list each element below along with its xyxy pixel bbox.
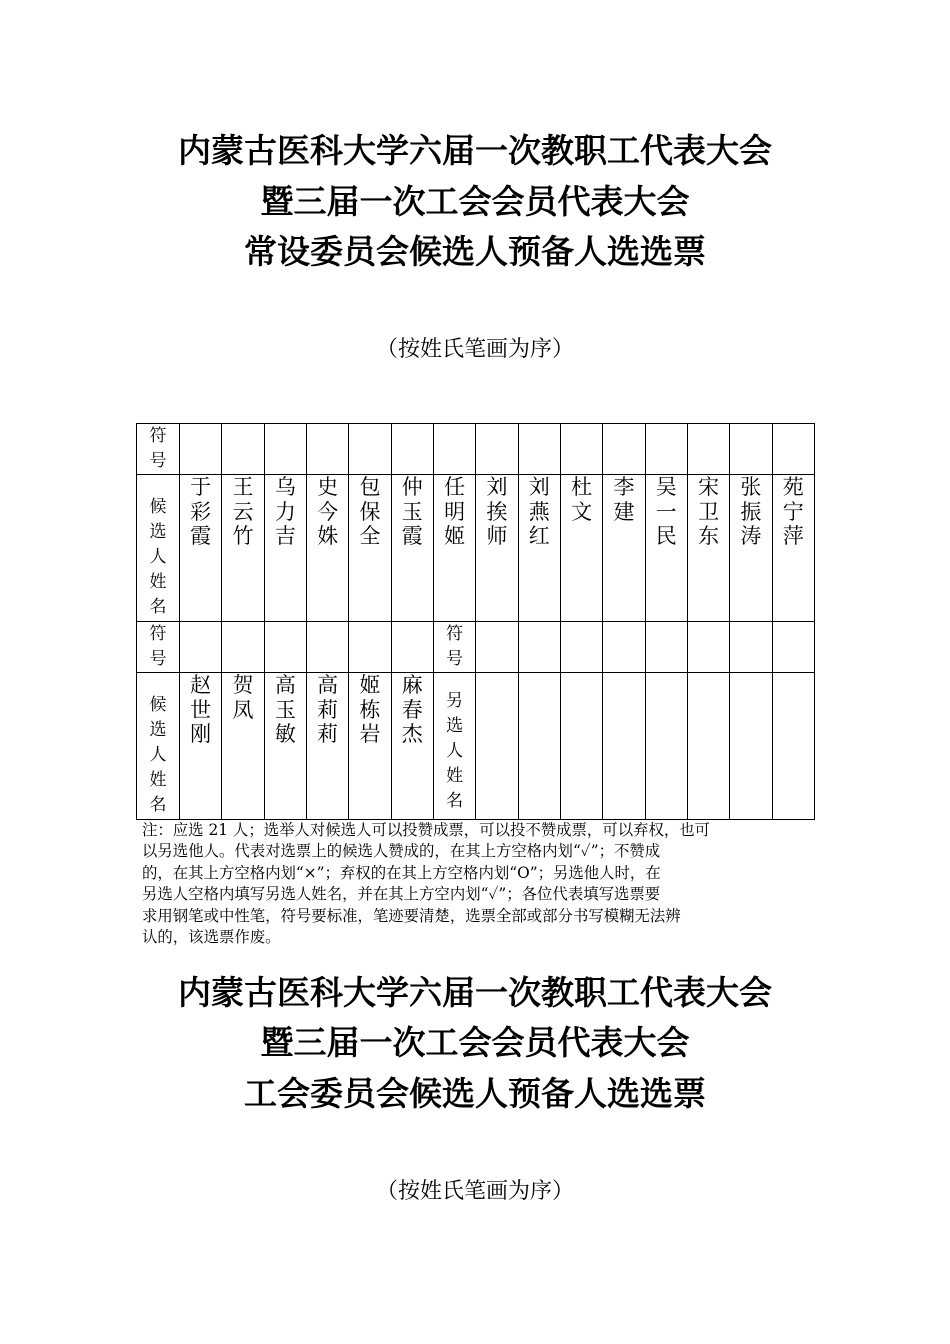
vote-cell[interactable] [645, 622, 687, 673]
candidate-name: 贺 凤 [232, 673, 275, 722]
vote-cell[interactable] [730, 424, 772, 475]
candidate-label-cell [137, 673, 180, 820]
vote-cell[interactable] [560, 424, 602, 475]
vote-cell[interactable] [518, 424, 560, 475]
write-in-label-cell [433, 673, 475, 820]
vote-cell[interactable] [476, 622, 518, 673]
vote-cell[interactable] [476, 424, 518, 475]
candidate-name: 乌力吉 [274, 475, 296, 548]
note-line: 注：应选 21 人；选举人对候选人可以投赞成票，可以投不赞成票，可以弃权，也可 [142, 821, 711, 839]
ballot1-title-line-1: 内蒙古医科大学六届一次教职工代表大会 [178, 131, 772, 170]
symbol-label-cell [137, 424, 180, 475]
write-in-cell[interactable] [518, 673, 560, 820]
candidate-name: 张振涛 [740, 475, 762, 548]
ballot1-title-line-3: 常设委员会候选人预备人选选票 [244, 232, 706, 271]
write-in-cell[interactable] [603, 673, 645, 820]
vote-cell[interactable] [306, 622, 348, 673]
write-in-cell[interactable] [645, 673, 687, 820]
note-line: 认的，该选票作废。 [142, 928, 281, 947]
vote-cell[interactable] [264, 424, 306, 475]
vote-cell[interactable] [560, 622, 602, 673]
vote-cell[interactable] [603, 622, 645, 673]
candidate-name: 姬栋岩 [359, 673, 381, 746]
note-line: 另选人空格内填写另选人姓名，并在其上方空内划“✓”；各位代表填写选票要 [142, 885, 661, 904]
note-line: 求用钢笔或中性笔，符号要标准，笔迹要清楚，选票全部或部分书写模糊无法辨 [142, 906, 681, 925]
ballot2-title-line-1: 内蒙古医科大学六届一次教职工代表大会 [178, 973, 772, 1012]
ballot2-title-line-3: 工会委员会候选人预备人选选票 [244, 1074, 706, 1113]
candidate-name: 任明姬 [444, 475, 466, 548]
ballot2-subtitle: （按姓氏笔画为序） [375, 1179, 574, 1204]
candidate-name: 高玉敏 [274, 673, 296, 746]
candidate-name: 麻春杰 [401, 673, 423, 746]
vote-cell[interactable] [730, 622, 772, 673]
vote-cell[interactable] [687, 622, 729, 673]
symbol-label-cell [137, 622, 180, 673]
write-in-label: 另选人姓名 [446, 691, 464, 811]
candidate-name: 史今姝 [317, 475, 339, 548]
write-in-cell[interactable] [772, 673, 814, 820]
candidate-name: 刘燕红 [528, 475, 550, 548]
candidate-name: 李 建 [613, 475, 656, 524]
candidate-name: 包保全 [359, 475, 381, 548]
candidate-name: 赵世刚 [190, 673, 212, 746]
candidate-name: 苑宁萍 [782, 475, 804, 548]
candidate-row-2 [137, 673, 815, 820]
write-in-cell[interactable] [730, 673, 772, 820]
vote-cell[interactable] [772, 622, 814, 673]
ballot1-title-line-2: 暨三届一次工会会员代表大会 [260, 182, 690, 221]
vote-cell[interactable] [518, 622, 560, 673]
vote-cell[interactable] [180, 424, 222, 475]
write-in-cell[interactable] [476, 673, 518, 820]
vote-cell[interactable] [306, 424, 348, 475]
symbol-label: 符号 [446, 624, 464, 669]
candidate-name: 杜 文 [571, 475, 614, 524]
candidate-name: 高莉莉 [317, 673, 339, 746]
symbol-row-2 [137, 622, 815, 673]
candidate-name: 吴一民 [655, 475, 677, 548]
write-in-cell[interactable] [560, 673, 602, 820]
vote-cell[interactable] [222, 622, 264, 673]
ballot1-subtitle: （按姓氏笔画为序） [375, 337, 574, 362]
vote-cell[interactable] [349, 622, 391, 673]
candidate-name: 仲玉霞 [401, 475, 423, 548]
candidate-label-cell [137, 475, 180, 622]
candidate-label: 候选人姓名 [149, 497, 167, 617]
vote-cell[interactable] [687, 424, 729, 475]
vote-cell[interactable] [645, 424, 687, 475]
note-line: 以另选他人。代表对选票上的候选人赞成的，在其上方空格内划“✓”；不赞成 [142, 842, 661, 861]
ballot-note [142, 820, 812, 948]
vote-cell[interactable] [603, 424, 645, 475]
candidate-name: 王云竹 [232, 475, 254, 548]
symbol-row-1 [137, 424, 815, 475]
candidate-name: 刘挨师 [486, 475, 508, 548]
vote-cell[interactable] [264, 622, 306, 673]
ballot-table [136, 423, 815, 820]
vote-cell[interactable] [391, 622, 433, 673]
vote-cell[interactable] [772, 424, 814, 475]
symbol-label: 符号 [149, 624, 167, 669]
write-in-cell[interactable] [687, 673, 729, 820]
candidate-label: 候选人姓名 [149, 695, 167, 815]
candidate-name: 于彩霞 [190, 475, 212, 548]
vote-cell[interactable] [349, 424, 391, 475]
symbol-label-cell [433, 622, 475, 673]
candidate-row-1 [137, 475, 815, 622]
vote-cell[interactable] [391, 424, 433, 475]
vote-cell[interactable] [433, 424, 475, 475]
note-line: 的，在其上方空格内划“×”；弃权的在其上方空格内划“O”；另选他人时，在 [142, 863, 661, 882]
vote-cell[interactable] [222, 424, 264, 475]
ballot2-title-line-2: 暨三届一次工会会员代表大会 [260, 1023, 690, 1062]
symbol-label: 符号 [149, 426, 167, 471]
candidate-name: 宋卫东 [698, 475, 720, 548]
vote-cell[interactable] [180, 622, 222, 673]
